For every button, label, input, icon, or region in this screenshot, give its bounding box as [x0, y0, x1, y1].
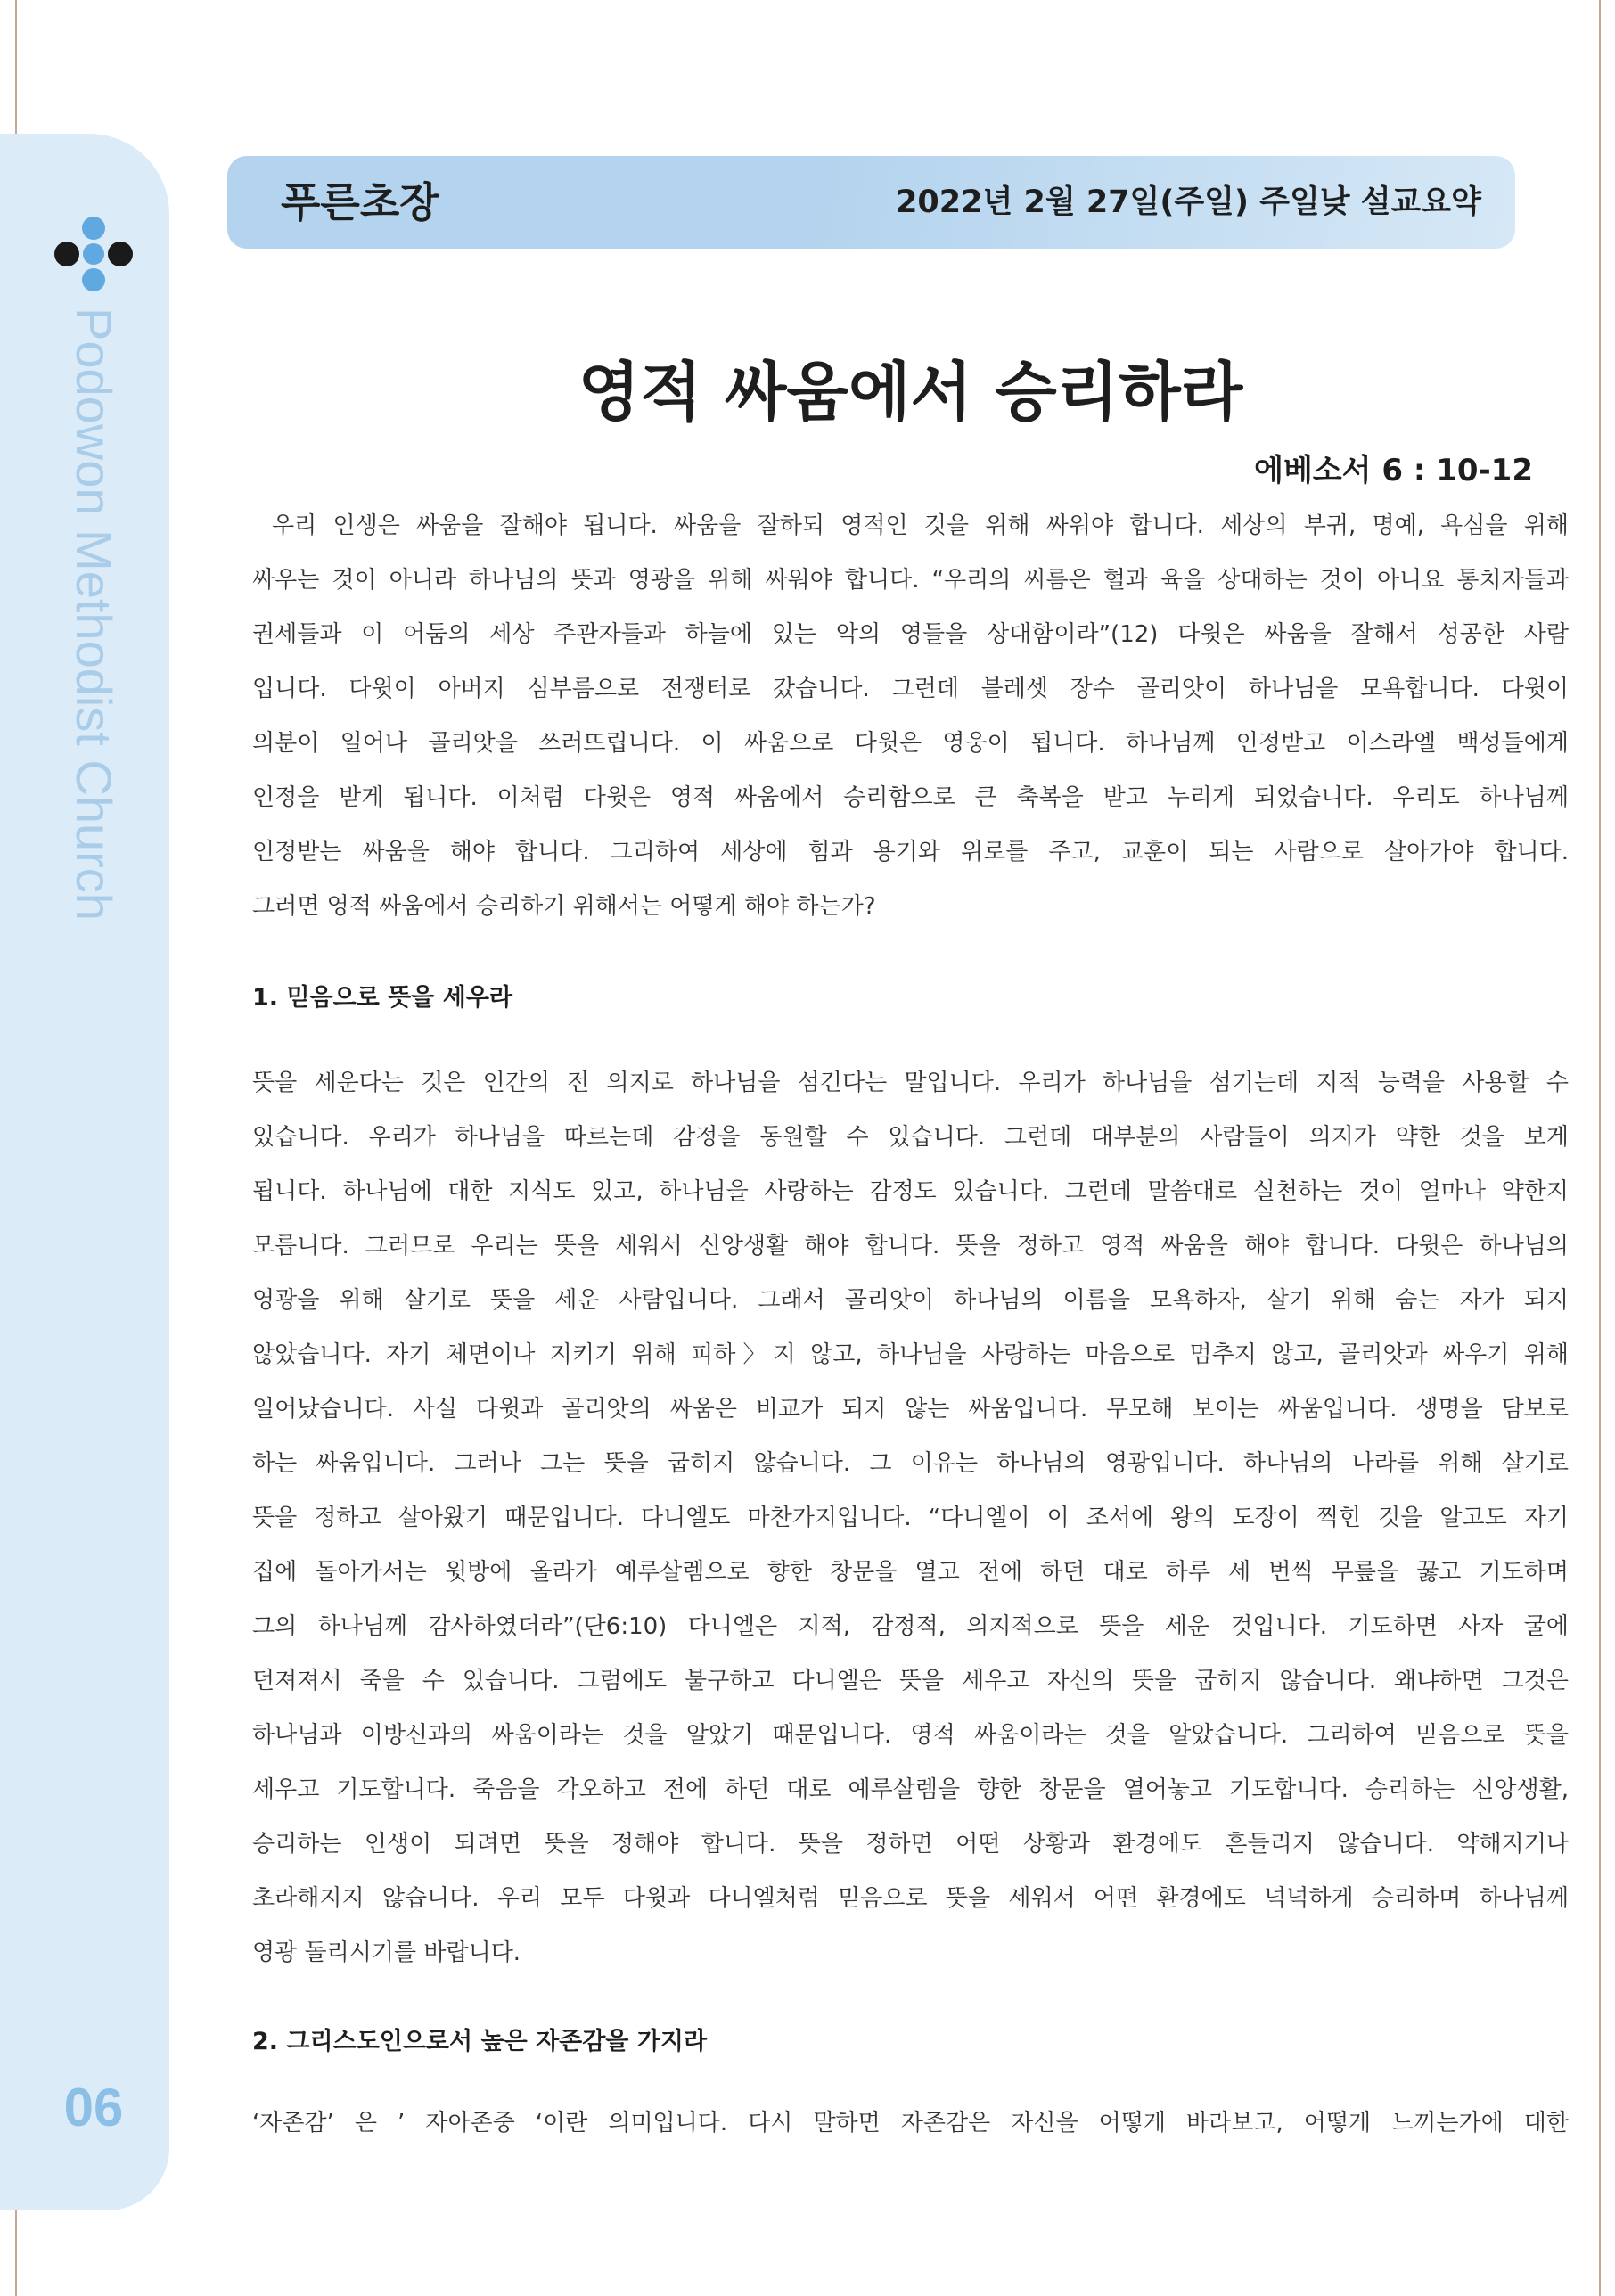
text-line: 인정을 받게 됩니다. 이처럼 다윗은 영적 싸움에서 승리함으로 큰 축복을 받고 누리게 되었습니다. 우리도 하나님께	[252, 784, 1569, 811]
text-line: 싸우는 것이 아니라 하나님의 뜻과 영광을 위해 싸워야 합니다. “우리의 씨름은 혈과 육을 상대하는 것이 아니요 통치자들과	[252, 567, 1569, 594]
scripture-reference: 에베소서 6 : 10-12	[1254, 453, 1533, 488]
page-number: 06	[63, 2078, 124, 2137]
text-line: 하는 싸움입니다. 그러나 그는 뜻을 굽히지 않습니다. 그 이유는 하나님의 영광입니다. 하나님의 나라를 위해 살기로	[252, 1450, 1569, 1477]
text-line: 의분이 일어나 골리앗을 쓰러뜨립니다. 이 싸움으로 다윗은 영웅이 됩니다. 하나님께 인정받고 이스라엘 백성들에게	[252, 730, 1569, 757]
text-line: 일어났습니다. 사실 다윗과 골리앗의 싸움은 비교가 되지 않는 싸움입니다. 무모해 보이는 싸움입니다. 생명을 담보로	[252, 1396, 1569, 1423]
text-line: 그러면 영적 싸움에서 승리하기 위해서는 어떻게 해야 하는가?	[252, 893, 876, 920]
text-line: 하나님과 이방신과의 싸움이라는 것을 알았기 때문입니다. 영적 싸움이라는 것을 알았습니다. 그리하여 믿음으로 뜻을	[252, 1722, 1569, 1749]
intro-paragraph	[252, 499, 1569, 934]
text-line: 영광 돌리시기를 바랍니다.	[252, 1939, 521, 1966]
text-line: 권세들과 이 어둠의 세상 주관자들과 하늘에 있는 악의 영들을 상대함이라”(12) 다윗은 싸움을 잘해서 성공한 사람	[252, 621, 1569, 648]
text-line: 입니다. 다윗이 아버지 심부름으로 전쟁터로 갔습니다. 그런데 블레셋 장수 골리앗이 하나님을 모욕합니다. 다윗이	[252, 676, 1569, 702]
text-line: 됩니다. 하나님에 대한 지식도 있고, 하나님을 사랑하는 감정도 있습니다. 그런데 말씀대로 실천하는 것이 얼마나 약한지	[252, 1178, 1569, 1205]
text-line: 우리 인생은 싸움을 잘해야 됩니다. 싸움을 잘하되 영적인 것을 위해 싸워야 합니다. 세상의 부귀, 명예, 욕심을 위해	[272, 512, 1569, 539]
page-border-right	[1599, 0, 1601, 2296]
text-line: 승리하는 인생이 되려면 뜻을 정해야 합니다. 뜻을 정하면 어떤 상황과 환경에도 흔들리지 않습니다. 약해지거나	[252, 1831, 1569, 1857]
text-line: 초라해지지 않습니다. 우리 모두 다윗과 다니엘처럼 믿음으로 뜻을 세워서 어떤 환경에도 넉넉하게 승리하며 하나님께	[252, 1885, 1569, 1912]
text-line: 뜻을 정하고 살아왔기 때문입니다. 다니엘도 마찬가지입니다. “다니엘이 이 조서에 왕의 도장이 찍힌 것을 알고도 자기	[252, 1505, 1569, 1531]
text-line: 않았습니다. 자기 체면이나 지키기 위해 피하〉지 않고, 하나님을 사랑하는 마음으로 멈추지 않고, 골리앗과 싸우기 위해	[252, 1341, 1569, 1368]
text-line: 있습니다. 우리가 하나님을 따르는데 감정을 동원할 수 있습니다. 그런데 대부분의 사람들이 의지가 약한 것을 보게	[252, 1124, 1569, 1151]
section-title: 푸른초장	[281, 178, 439, 226]
section-paragraph	[252, 1056, 1569, 1980]
section-heading: 2. 그리스도인으로서 높은 자존감을 가지라	[252, 2028, 708, 2055]
text-line: 뜻을 세운다는 것은 인간의 전 의지로 하나님을 섬긴다는 말입니다. 우리가 하나님을 섬기는데 지적 능력을 사용할 수	[252, 1070, 1569, 1096]
text-line: 그의 하나님께 감사하였더라”(단6:10) 다니엘은 지적, 감정적, 의지적으로 뜻을 세운 것입니다. 기도하면 사자 굴에	[252, 1613, 1569, 1640]
header-band	[227, 156, 1515, 249]
sermon-title: 영적 싸움에서 승리하라	[578, 354, 1243, 430]
date-label: 2022년 2월 27일(주일) 주일낮 설교요약	[896, 184, 1481, 220]
text-line: ‘자존감’ 은 ’ 자아존중 ‘이란 의미입니다. 다시 말하면 자존감은 자신을 어떻게 바라보고, 어떻게 느끼는가에 대한	[252, 2110, 1569, 2136]
church-name-vertical: Podowon Methodist Church	[66, 308, 122, 921]
section-paragraph	[252, 2096, 1569, 2151]
text-line: 집에 돌아가서는 윗방에 올라가 예루살렘으로 향한 창문을 열고 전에 하던 대로 하루 세 번씩 무릎을 꿇고 기도하며	[252, 1559, 1569, 1586]
section-heading: 1. 믿음으로 뜻을 세우라	[252, 984, 512, 1012]
text-line: 인정받는 싸움을 해야 합니다. 그리하여 세상에 힘과 용기와 위로를 주고, 교훈이 되는 사람으로 살아가야 합니다.	[252, 839, 1569, 865]
church-logo-icon	[53, 214, 134, 294]
text-line: 모릅니다. 그러므로 우리는 뜻을 세워서 신앙생활 해야 합니다. 뜻을 정하고 영적 싸움을 해야 합니다. 다윗은 하나님의	[252, 1233, 1569, 1259]
text-line: 세우고 기도합니다. 죽음을 각오하고 전에 하던 대로 예루살렘을 향한 창문을 열어놓고 기도합니다. 승리하는 신앙생활,	[252, 1776, 1569, 1803]
text-line: 던져져서 죽을 수 있습니다. 그럼에도 불구하고 다니엘은 뜻을 세우고 자신의 뜻을 굽히지 않습니다. 왜냐하면 그것은	[252, 1668, 1569, 1694]
text-line: 영광을 위해 살기로 뜻을 세운 사람입니다. 그래서 골리앗이 하나님의 이름을 모욕하자, 살기 위해 숨는 자가 되지	[252, 1287, 1569, 1314]
